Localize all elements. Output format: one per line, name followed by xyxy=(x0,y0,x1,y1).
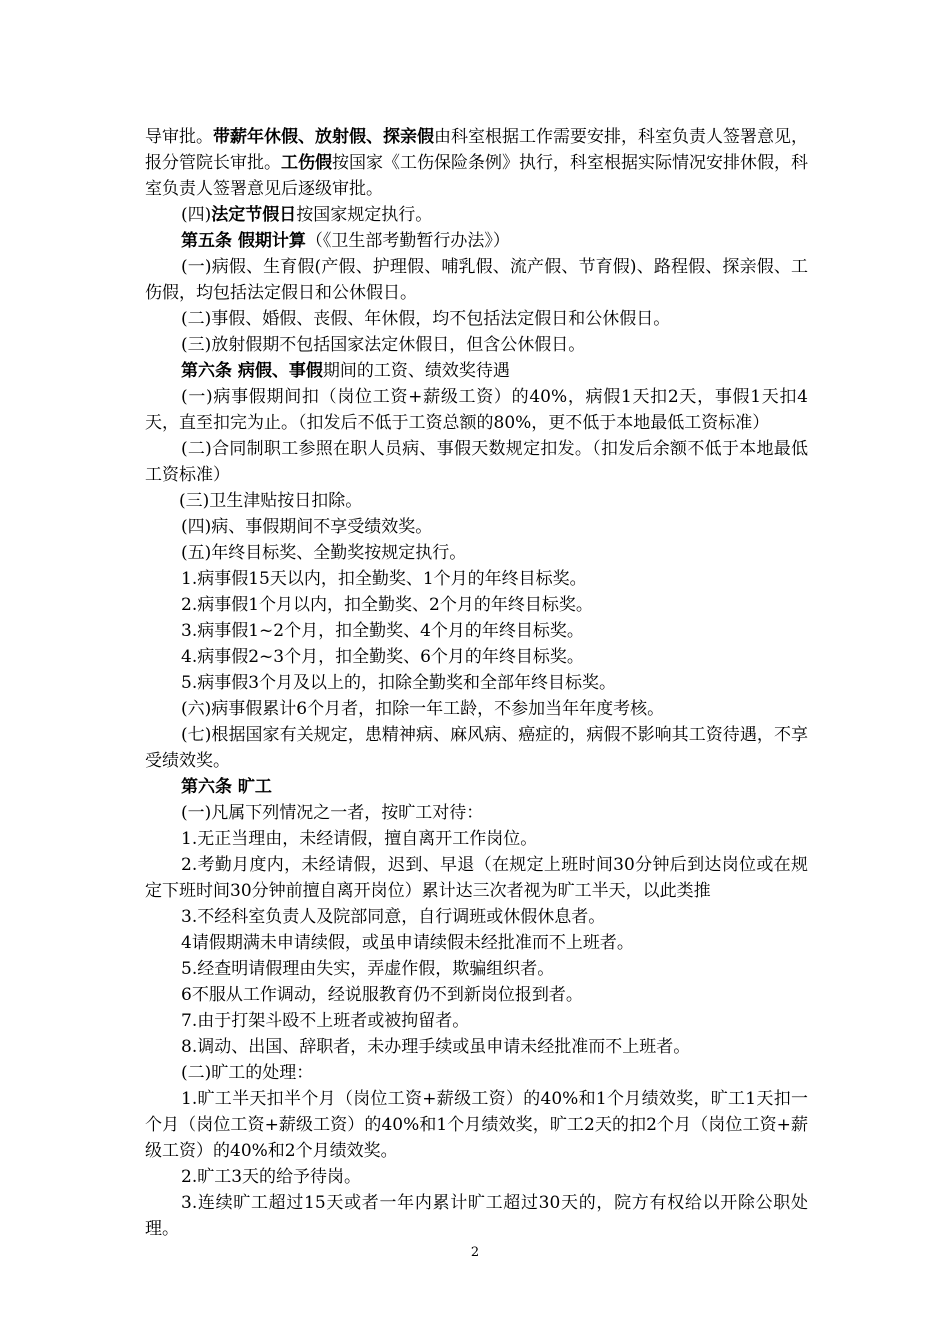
paragraph-leave-approval xyxy=(145,124,808,202)
article-title: 第六条 病假、事假 xyxy=(181,361,323,381)
text-span: （《卫生部考勤暂行办法》） xyxy=(305,231,510,251)
paragraph: (三)卫生津贴按日扣除。 xyxy=(179,491,363,511)
paragraph: (二)旷工的处理： xyxy=(181,1063,314,1083)
paragraph: (一)凡属下列情况之一者，按旷工对待： xyxy=(181,803,484,823)
paragraph: (七)根据国家有关规定，患精神病、麻风病、癌症的，病假不影响其工资待遇，不享受绩效奖。 xyxy=(145,725,808,771)
list-item: 5.病事假3个月及以上的，扣除全勤奖和全部年终目标奖。 xyxy=(181,673,617,693)
paragraph: (四)病、事假期间不享受绩效奖。 xyxy=(181,517,433,537)
bold-term: 带薪年休假、放射假、探亲假 xyxy=(213,127,434,147)
list-item: 8.调动、出国、辞职者，未办理手续或虽申请未经批准而不上班者。 xyxy=(181,1037,691,1057)
text-span: 按国家《工伤保险条例》执行，科室根据实际情况安排休假，科室负责人签署意见后逐级审批。 xyxy=(145,153,808,199)
list-item: 1.病事假15天以内，扣全勤奖、1个月的年终目标奖。 xyxy=(181,569,587,589)
paragraph: (一)病假、生育假(产假、护理假、哺乳假、流产假、节育假)、路程假、探亲假、工伤假，均包括法定假日和公休假日。 xyxy=(145,257,808,303)
list-item: 1.无正当理由，未经请假，擅自离开工作岗位。 xyxy=(181,829,538,849)
text-span: 按国家规定执行。 xyxy=(296,205,433,225)
bold-term: 法定节假日 xyxy=(211,205,297,225)
article-title: 第六条 旷工 xyxy=(181,777,272,797)
text-span: 期间的工资、绩效奖待遇 xyxy=(322,361,510,381)
paragraph: (五)年终目标奖、全勤奖按规定执行。 xyxy=(181,543,467,563)
list-item: 4.病事假2~3个月，扣全勤奖、6个月的年终目标奖。 xyxy=(181,647,584,667)
article-6-heading xyxy=(145,358,808,384)
paragraph-statutory-holidays xyxy=(145,202,808,228)
list-item: 7.由于打架斗殴不上班者或被拘留者。 xyxy=(181,1011,470,1031)
list-item: 2.旷工3天的给予待岗。 xyxy=(181,1167,362,1187)
article-title: 第五条 假期计算 xyxy=(181,231,306,251)
paragraph: (二)事假、婚假、丧假、年休假，均不包括法定假日和公休假日。 xyxy=(181,309,671,329)
list-item: 6不服从工作调动，经说服教育仍不到新岗位报到者。 xyxy=(181,985,583,1005)
paragraph: (二)合同制职工参照在职人员病、事假天数规定扣发。（扣发后余额不低于本地最低工资标准） xyxy=(145,439,808,485)
document-body xyxy=(145,124,808,1242)
text-span: 由科室根据工作需要安排，科室负责人签署意见，报分管院长审批。 xyxy=(145,127,808,173)
article-5-heading xyxy=(145,228,808,254)
article-absenteeism-heading xyxy=(145,774,808,800)
list-item: 1.旷工半天扣半个月（岗位工资+薪级工资）的40%和1个月绩效奖，旷工1天扣一个月（岗位工资+薪级工资）的40%和1个月绩效奖，旷工2天的扣2个月（岗位工资+薪级工资）的40%和2个月绩效奖。 xyxy=(145,1089,808,1161)
text-span: 导审批。 xyxy=(145,127,213,147)
paragraph: (一)病事假期间扣（岗位工资+薪级工资）的40%，病假1天扣2天，事假1天扣4天，直至扣完为止。（扣发后不低于工资总额的80%，更不低于本地最低工资标准） xyxy=(145,387,808,433)
paragraph: (六)病事假累计6个月者，扣除一年工龄，不参加当年年度考核。 xyxy=(181,699,665,719)
bold-term: 工伤假 xyxy=(281,153,332,173)
list-item: 3.连续旷工超过15天或者一年内累计旷工超过30天的，院方有权给以开除公职处理。 xyxy=(145,1193,808,1239)
page-number: 2 xyxy=(470,1245,480,1260)
paragraph: (三)放射假期不包括国家法定休假日，但含公休假日。 xyxy=(181,335,586,355)
list-item: 3.病事假1~2个月，扣全勤奖、4个月的年终目标奖。 xyxy=(181,621,584,641)
text-span: (四) xyxy=(181,205,212,225)
list-item: 2.考勤月度内，未经请假，迟到、早退（在规定上班时间30分钟后到达岗位或在规定下班时间30分钟前擅自离开岗位）累计达三次者视为旷工半天，以此类推 xyxy=(145,855,808,901)
list-item: 4请假期满未申请续假，或虽申请续假未经批准而不上班者。 xyxy=(181,933,634,953)
list-item: 3.不经科室负责人及院部同意，自行调班或休假休息者。 xyxy=(181,907,606,927)
list-item: 5.经查明请假理由失实，弄虚作假，欺骗组织者。 xyxy=(181,959,555,979)
list-item: 2.病事假1个月以内，扣全勤奖、2个月的年终目标奖。 xyxy=(181,595,593,615)
